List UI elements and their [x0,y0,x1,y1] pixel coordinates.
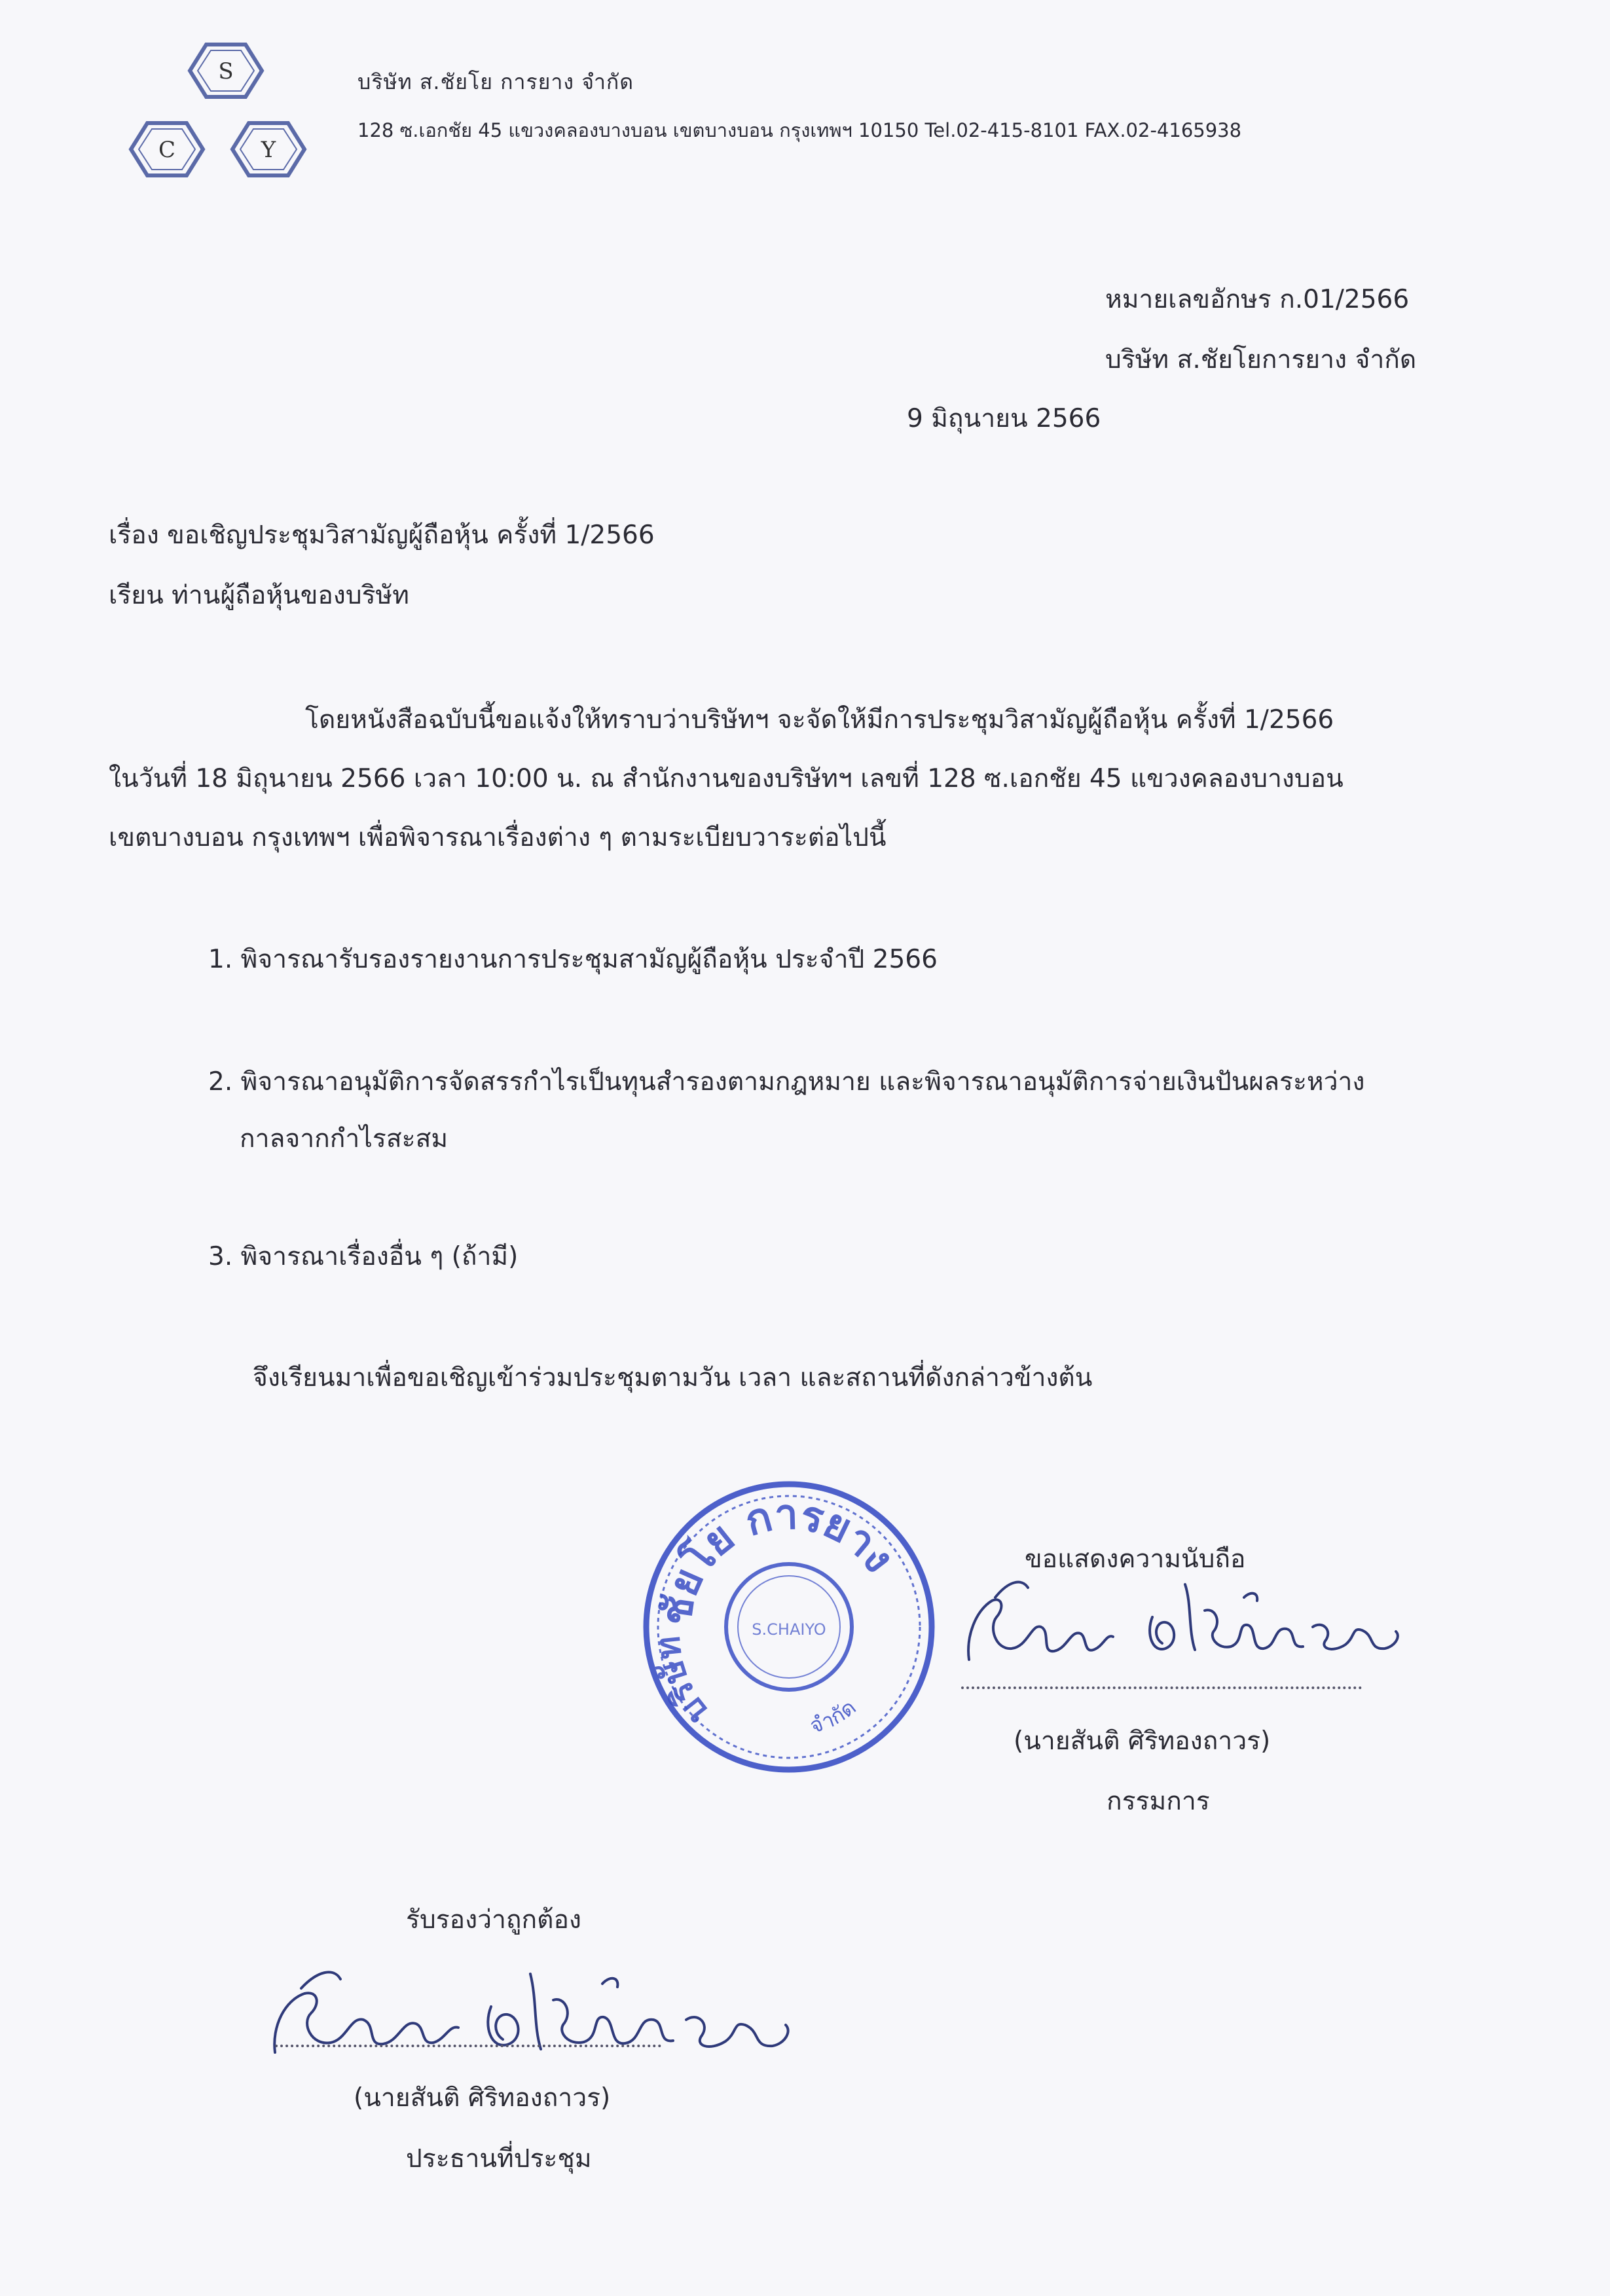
chairman-signature [255,1948,812,2069]
body-line-1: โดยหนังสือฉบับนี้ขอแจ้งให้ทราบว่าบริษัทฯ จะจัดให้มีการประชุมวิสามัญผู้ถือหุ้น ครั้งที่ 1/2566 [305,705,1334,735]
reference-company: บริษัท ส.ชัยโยการยาง จำกัด [1105,345,1417,374]
director-title: กรรมการ [1107,1787,1210,1816]
chairman-title: ประธานที่ประชุม [406,2144,592,2174]
agenda-item-2-line-2: กาลจากกำไรสะสม [240,1124,448,1154]
company-address: 128 ซ.เอกชัย 45 แขวงคลองบางบอน เขตบางบอน กรุงเทพฯ 10150 Tel.02-415-8101 FAX.02-4165938 [357,119,1242,141]
logo-letter-s: S [218,58,234,84]
director-signature [956,1571,1408,1669]
stamp-bottom-text: จำกัด [806,1694,861,1739]
agenda-item-2-line-1: 2. พิจารณาอนุมัติการจัดสรรกำไรเป็นทุนสำรองตามกฎหมาย และพิจารณาอนุมัติการจ่ายเงินปันผลระหว่าง [208,1067,1365,1097]
certify-text: รับรองว่าถูกต้อง [406,1905,581,1935]
body-line-3: เขตบางบอน กรุงเทพฯ เพื่อพิจารณาเรื่องต่าง ๆ ตามระเบียบวาระต่อไปนี้ [109,823,887,852]
agenda-item-1: 1. พิจารณารับรองรายงานการประชุมสามัญผู้ถือหุ้น ประจำปี 2566 [208,945,938,974]
director-signature-line [961,1686,1362,1689]
company-logo [124,38,334,195]
svg-text:จำกัด [807,1694,861,1738]
regards-text: ขอแสดงความนับถือ [1025,1544,1246,1574]
chairman-name: (นายสันติ ศิริทองถาวร) [354,2083,611,2113]
svg-text:บริษัท [648,1634,717,1731]
stamp-side-text: บริษัท [648,1634,717,1732]
director-name: (นายสันติ ศิริทองถาวร) [1014,1726,1271,1756]
closing-line: จึงเรียนมาเพื่อขอเชิญเข้าร่วมประชุมตามวัน เวลา และสถานที่ดังกล่าวข้างต้น [253,1363,1093,1393]
company-name: บริษัท ส.ชัยโย การยาง จำกัด [357,69,634,94]
reference-number: หมายเลขอักษร ก.01/2566 [1105,285,1410,314]
company-stamp [638,1476,940,1777]
letter-date: 9 มิถุนายน 2566 [907,404,1101,433]
chairman-signature-line [275,2045,661,2047]
stamp-top-text: ชัยโย การยาง [652,1490,904,1629]
recipient-line: เรียน ท่านผู้ถือหุ้นของบริษัท [109,581,409,610]
logo-letter-y: Y [261,137,276,163]
body-line-2: ในวันที่ 18 มิถุนายน 2566 เวลา 10:00 น. ณ สำนักงานของบริษัทฯ เลขที่ 128 ซ.เอกชัย 45 แขวงคลองบางบอน [109,764,1344,793]
svg-text:ชัยโย การยาง [652,1491,904,1629]
logo-letter-c: C [158,137,176,163]
stamp-center-text: S.CHAIYO [752,1620,826,1639]
agenda-item-3: 3. พิจารณาเรื่องอื่น ๆ (ถ้ามี) [208,1242,519,1271]
subject-line: เรื่อง ขอเชิญประชุมวิสามัญผู้ถือหุ้น ครั้งที่ 1/2566 [109,520,655,550]
